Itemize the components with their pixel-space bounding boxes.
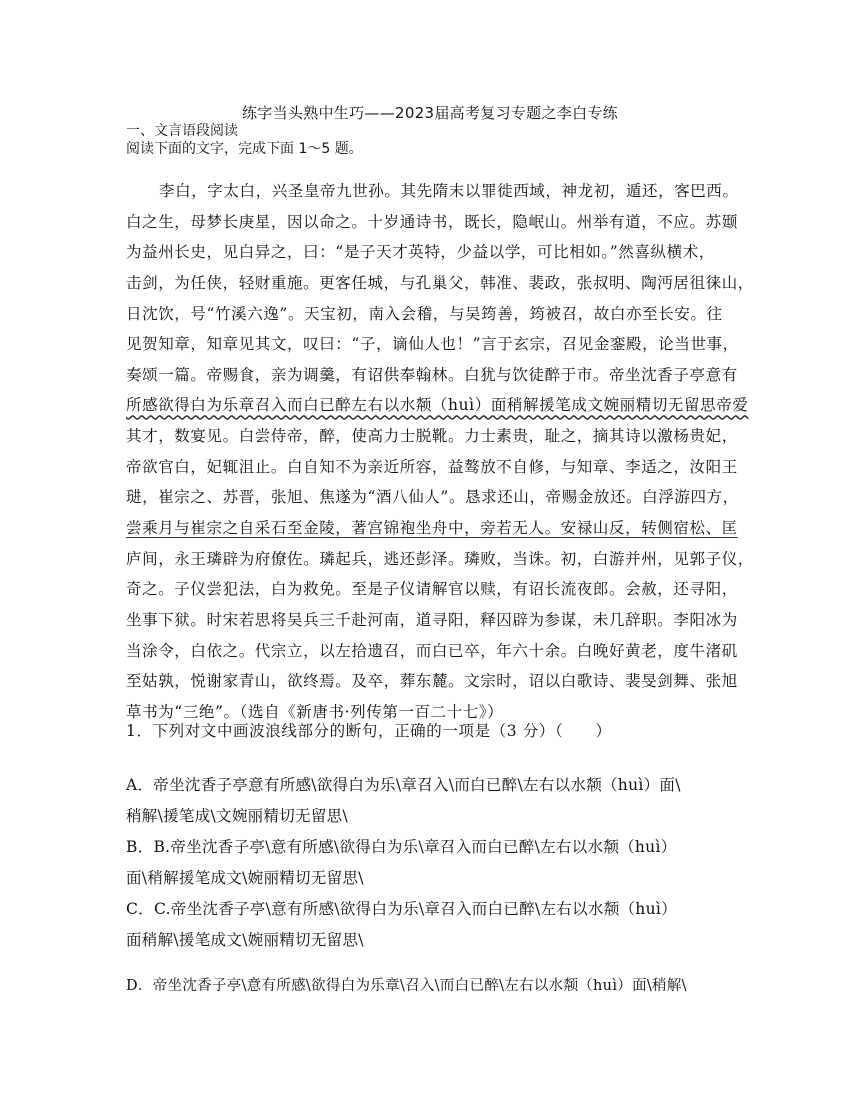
option-b-cont: 面\稍解援笔成文\婉丽精切无留思\ [126, 869, 364, 887]
passage-line: 为益州长史，见白异之，曰：“是子天才英特，少益以学，可比相如。”然喜纵横术， [126, 243, 715, 262]
passage-line: 白之生，母梦长庚星，因以命之。十岁通诗书，既长，隐岷山。州举有道，不应。苏颋 [126, 212, 738, 231]
passage-line: 至姑孰，悦谢家青山，欲终焉。及卒，葬东麓。文宗时，诏以白歌诗、裴旻剑舞、张旭 [126, 672, 738, 691]
document-title: 练字当头熟中生巧——2023届高考复习专题之李白专练 [242, 104, 618, 122]
passage-line: 其才，数宴见。白尝侍帝，醉，使高力士脱靴。力士素贵，耻之，摘其诗以激杨贵妃， [126, 427, 738, 446]
option-d: D．帝坐沈香子亭\意有所感\欲得白为乐章\召入\而白已醉\左右以水颒（huì）面\稍解\ [126, 978, 687, 994]
passage-line: 李白，字太白，兴圣皇帝九世孙。其先隋末以罪徙西域，神龙初，遁还，客巴西。 [159, 182, 739, 200]
section-heading: 一、文言语段阅读 [126, 123, 238, 139]
answer-options [126, 770, 756, 1002]
passage-line: 坐事下狱。时宋若思将吴兵三千赴河南，道寻阳，释囚辟为参谋，未几辞职。李阳冰为 [126, 610, 738, 629]
option-a: A．帝坐沈香子亭意有所感\欲得白为乐\章召入\而白已醉\左右以水颒（huì）面\ [126, 776, 681, 794]
passage [126, 176, 754, 728]
passage-line: 击剑，为任侠，轻财重施。更客任城，与孔巢父，韩准、裴政，张叔明、陶沔居徂徕山， [126, 273, 754, 292]
passage-line: 见贺知章，知章见其文，叹曰：“子，谪仙人也！”言于玄宗，召见金銮殿，论当世事， [126, 335, 739, 354]
option-a-cont: 稍解\援笔成\文婉丽精切无留思\ [126, 807, 348, 825]
passage-line-underlined: 尝乘月与崔宗之自采石至金陵，著宫锦袍坐舟中，旁若无人。安禄山反，转侧宿松、匡 [126, 519, 738, 538]
option-c-cont: 面稍解\援笔成文\婉丽精切无留思\ [126, 931, 364, 949]
passage-line: 草书为“三绝”。（选自《新唐书·列传第一百二十七》） [126, 702, 504, 721]
passage-line: 帝欲官白，妃辄沮止。白自知不为亲近所容，益骜放不自修，与知章、李适之，汝阳王 [126, 457, 738, 476]
option-c: C．C.帝坐沈香子亭\意有所感\欲得白为乐\章召入而白已醉\左右以水颒（huì） [126, 900, 677, 918]
passage-line: 奇之。子仪尝犯法，白为救免。至是子仪请解官以赎，有诏长流夜郎。会赦，还寻阳， [126, 580, 738, 599]
option-b: B．B.帝坐沈香子亭\意有所感\欲得白为乐\章召入而白已醉\左右以水颒（huì） [126, 838, 677, 856]
passage-line: 日沈饮，号“竹溪六逸”。天宝初，南入会稽，与吴筠善，筠被召，故白亦至长安。往 [126, 304, 723, 323]
passage-line: 庐间，永王璘辟为府僚佐。璘起兵，逃还彭泽。璘败，当诛。初，白游并州，见郭子仪， [126, 549, 754, 568]
passage-line-wavy: 所感欲得白为乐章召入而白已醉左右以水颒（huì）面稍解援笔成文婉丽精切无留思帝爱 [126, 396, 749, 415]
passage-line: 当涂令，白依之。代宗立，以左拾遗召，而白已卒，年六十余。白晚好黄老，度牛渚矶 [126, 641, 738, 660]
instruction-text: 阅读下面的文字，完成下面 1～5 题。 [126, 141, 363, 157]
passage-line: 琎，崔宗之、苏晋，张旭、焦遂为“酒八仙人”。恳求还山，帝赐金放还。白浮游四方， [126, 488, 739, 507]
question-1: 1．下列对文中画波浪线部分的断句，正确的一项是（3 分）（ ） [126, 722, 612, 740]
passage-line: 奏颂一篇。帝赐食，亲为调羹，有诏供奉翰林。白犹与饮徒醉于市。帝坐沈香子亭意有 [126, 365, 738, 384]
